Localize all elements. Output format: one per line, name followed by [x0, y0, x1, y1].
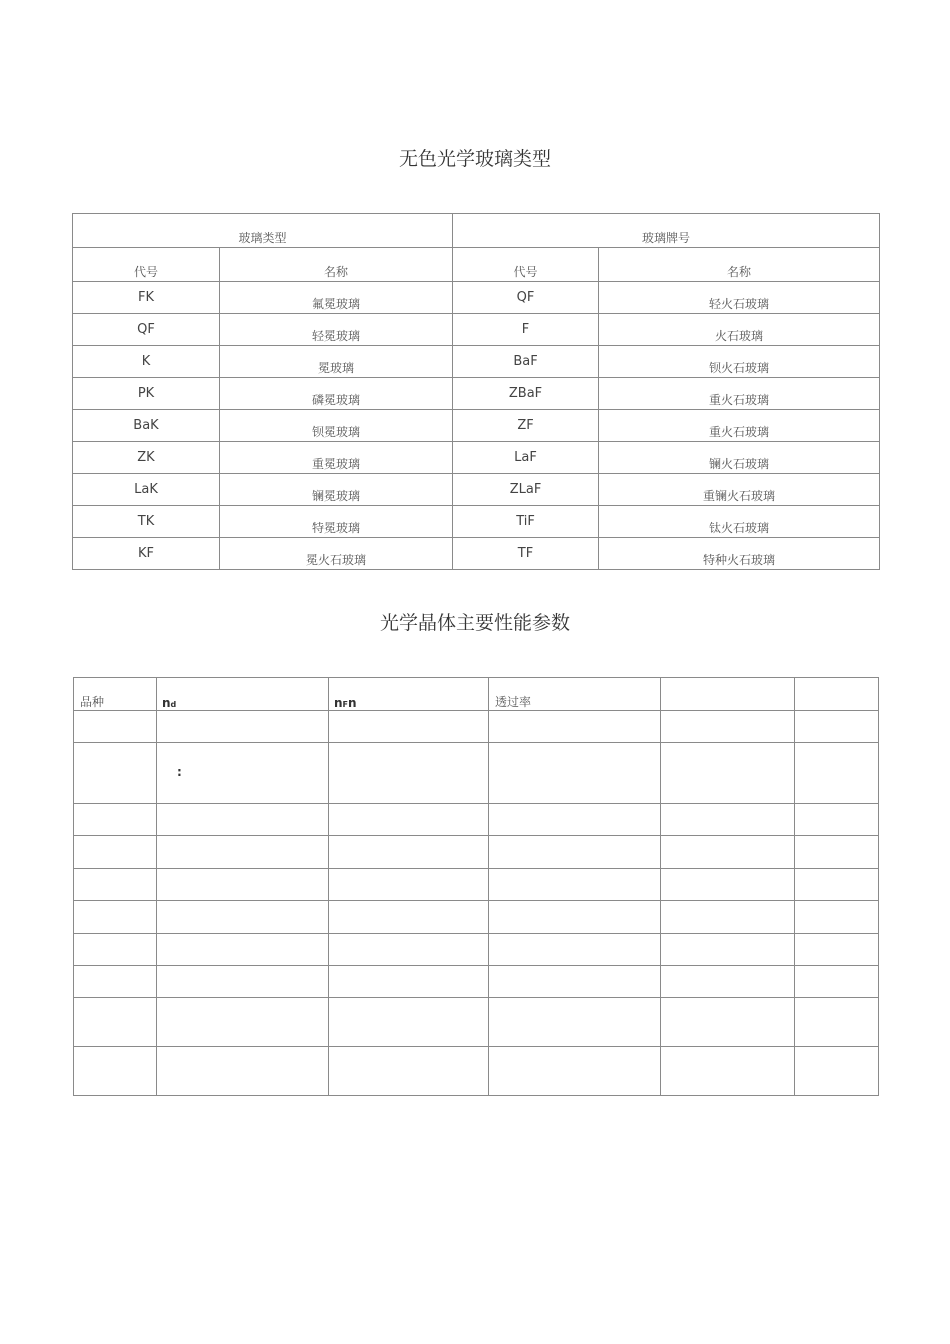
empty-cell: [489, 743, 661, 804]
glass-grade-name: 重火石玻璃: [599, 378, 880, 410]
empty-cell: [74, 804, 157, 836]
empty-cell: [329, 934, 489, 966]
nd-subscript: d: [170, 700, 177, 709]
empty-cell: [661, 1047, 795, 1096]
glass-grade-name: 重镧火石玻璃: [599, 474, 880, 506]
glass-type-name: 轻冕玻璃: [220, 314, 453, 346]
empty-cell: [157, 804, 329, 836]
glass-grade-name: 镧火石玻璃: [599, 442, 880, 474]
glass-type-code: LaK: [73, 474, 220, 506]
glass-grade-name: 钡火石玻璃: [599, 346, 880, 378]
empty-cell: [74, 869, 157, 901]
empty-cell: [489, 836, 661, 869]
empty-cell: [795, 934, 879, 966]
empty-cell: [489, 869, 661, 901]
empty-cell: [661, 804, 795, 836]
col-header-code: 代号: [453, 248, 599, 282]
empty-cell: [157, 934, 329, 966]
empty-cell: [74, 1047, 157, 1096]
crystal-params-table: [73, 677, 879, 1096]
table-row: [74, 804, 879, 836]
group-header-glass-grade: 玻璃牌号: [453, 214, 880, 248]
empty-cell: [489, 901, 661, 934]
glass-grade-code: F: [453, 314, 599, 346]
glass-grade-name: 特种火石玻璃: [599, 538, 880, 570]
table-row: [73, 506, 880, 538]
empty-cell: [157, 901, 329, 934]
empty-cell: [661, 934, 795, 966]
glass-grade-code: LaF: [453, 442, 599, 474]
empty-cell: [661, 711, 795, 743]
col-header-name: 名称: [599, 248, 880, 282]
glass-type-code: KF: [73, 538, 220, 570]
empty-cell: [74, 711, 157, 743]
empty-cell: [661, 901, 795, 934]
empty-cell: [329, 869, 489, 901]
table-row: [73, 442, 880, 474]
empty-cell: [74, 901, 157, 934]
table-row: [74, 743, 879, 804]
glass-type-name: 冕火石玻璃: [220, 538, 453, 570]
nf-subscript: F: [342, 700, 349, 709]
empty-cell: [795, 1047, 879, 1096]
colon-mark: :: [177, 765, 182, 779]
table-row: [74, 934, 879, 966]
glass-type-code: ZK: [73, 442, 220, 474]
empty-cell: [489, 934, 661, 966]
glass-type-code: K: [73, 346, 220, 378]
table-row: [73, 410, 880, 442]
empty-cell: [661, 743, 795, 804]
glass-grade-code: ZLaF: [453, 474, 599, 506]
empty-cell: [795, 804, 879, 836]
glass-grade-name: 重火石玻璃: [599, 410, 880, 442]
table-row: [73, 538, 880, 570]
table-row: [74, 901, 879, 934]
table-row: [74, 966, 879, 998]
empty-cell: [74, 836, 157, 869]
empty-cell: [489, 711, 661, 743]
header-nf-n: [329, 678, 489, 711]
empty-cell: [157, 998, 329, 1047]
empty-cell: [329, 836, 489, 869]
header-empty-cell: [795, 678, 879, 711]
empty-cell: [489, 804, 661, 836]
glass-type-name: 重冕玻璃: [220, 442, 453, 474]
glass-grade-name: 轻火石玻璃: [599, 282, 880, 314]
crystal-params-title: 光学晶体主要性能参数: [379, 612, 570, 634]
empty-cell: [489, 966, 661, 998]
empty-cell: [661, 836, 795, 869]
group-header-row: [73, 214, 880, 248]
glass-grade-name: 钛火石玻璃: [599, 506, 880, 538]
empty-cell: [329, 804, 489, 836]
empty-cell: [795, 836, 879, 869]
table-row: [74, 869, 879, 901]
glass-type-code: PK: [73, 378, 220, 410]
header-variety: 品种: [74, 678, 157, 711]
empty-cell: [795, 869, 879, 901]
header-nd: [157, 678, 329, 711]
empty-cell: [795, 966, 879, 998]
empty-cell: [157, 869, 329, 901]
empty-cell: [74, 998, 157, 1047]
glass-type-code: QF: [73, 314, 220, 346]
header-transmittance: 透过率: [489, 678, 661, 711]
glass-types-title: 无色光学玻璃类型: [398, 148, 551, 170]
n-symbol: n: [348, 696, 357, 710]
crystal-header-row: [74, 678, 879, 711]
glass-grade-name: 火石玻璃: [599, 314, 880, 346]
empty-cell: [74, 934, 157, 966]
table-row: [73, 474, 880, 506]
empty-cell: [74, 966, 157, 998]
empty-cell: [329, 711, 489, 743]
glass-type-name: 氟冕玻璃: [220, 282, 453, 314]
col-header-name: 名称: [220, 248, 453, 282]
glass-type-name: 钡冕玻璃: [220, 410, 453, 442]
glass-type-code: TK: [73, 506, 220, 538]
glass-grade-code: QF: [453, 282, 599, 314]
group-header-glass-type: 玻璃类型: [73, 214, 453, 248]
nd-value-cell: [157, 743, 329, 804]
glass-type-code: FK: [73, 282, 220, 314]
col-header-code: 代号: [73, 248, 220, 282]
glass-type-name: 镧冕玻璃: [220, 474, 453, 506]
empty-cell: [157, 836, 329, 869]
glass-grade-code: TF: [453, 538, 599, 570]
empty-cell: [157, 711, 329, 743]
glass-types-table: [72, 213, 880, 570]
empty-cell: [661, 998, 795, 1047]
glass-type-name: 磷冕玻璃: [220, 378, 453, 410]
table-row: [73, 346, 880, 378]
empty-cell: [329, 966, 489, 998]
glass-type-code: BaK: [73, 410, 220, 442]
nf-symbol: n: [334, 696, 343, 710]
nd-symbol: n: [162, 696, 171, 710]
table-row: [73, 378, 880, 410]
empty-cell: [329, 743, 489, 804]
empty-cell: [329, 901, 489, 934]
table-row: [74, 836, 879, 869]
table-row: [74, 711, 879, 743]
empty-cell: [661, 869, 795, 901]
glass-grade-code: ZF: [453, 410, 599, 442]
glass-grade-code: ZBaF: [453, 378, 599, 410]
glass-grade-code: TiF: [453, 506, 599, 538]
table-row: [74, 1047, 879, 1096]
empty-cell: [489, 998, 661, 1047]
empty-cell: [795, 901, 879, 934]
empty-cell: [329, 1047, 489, 1096]
empty-cell: [157, 1047, 329, 1096]
empty-cell: [795, 711, 879, 743]
table-row: [74, 998, 879, 1047]
empty-cell: [329, 998, 489, 1047]
glass-type-name: 特冕玻璃: [220, 506, 453, 538]
glass-grade-code: BaF: [453, 346, 599, 378]
empty-cell: [661, 966, 795, 998]
table-row: [73, 282, 880, 314]
empty-cell: [795, 998, 879, 1047]
empty-cell: [157, 966, 329, 998]
empty-cell: [795, 743, 879, 804]
empty-cell: [489, 1047, 661, 1096]
table-row: [73, 314, 880, 346]
header-empty-cell: [661, 678, 795, 711]
glass-type-name: 冕玻璃: [220, 346, 453, 378]
column-header-row: [73, 248, 880, 282]
empty-cell: [74, 743, 157, 804]
